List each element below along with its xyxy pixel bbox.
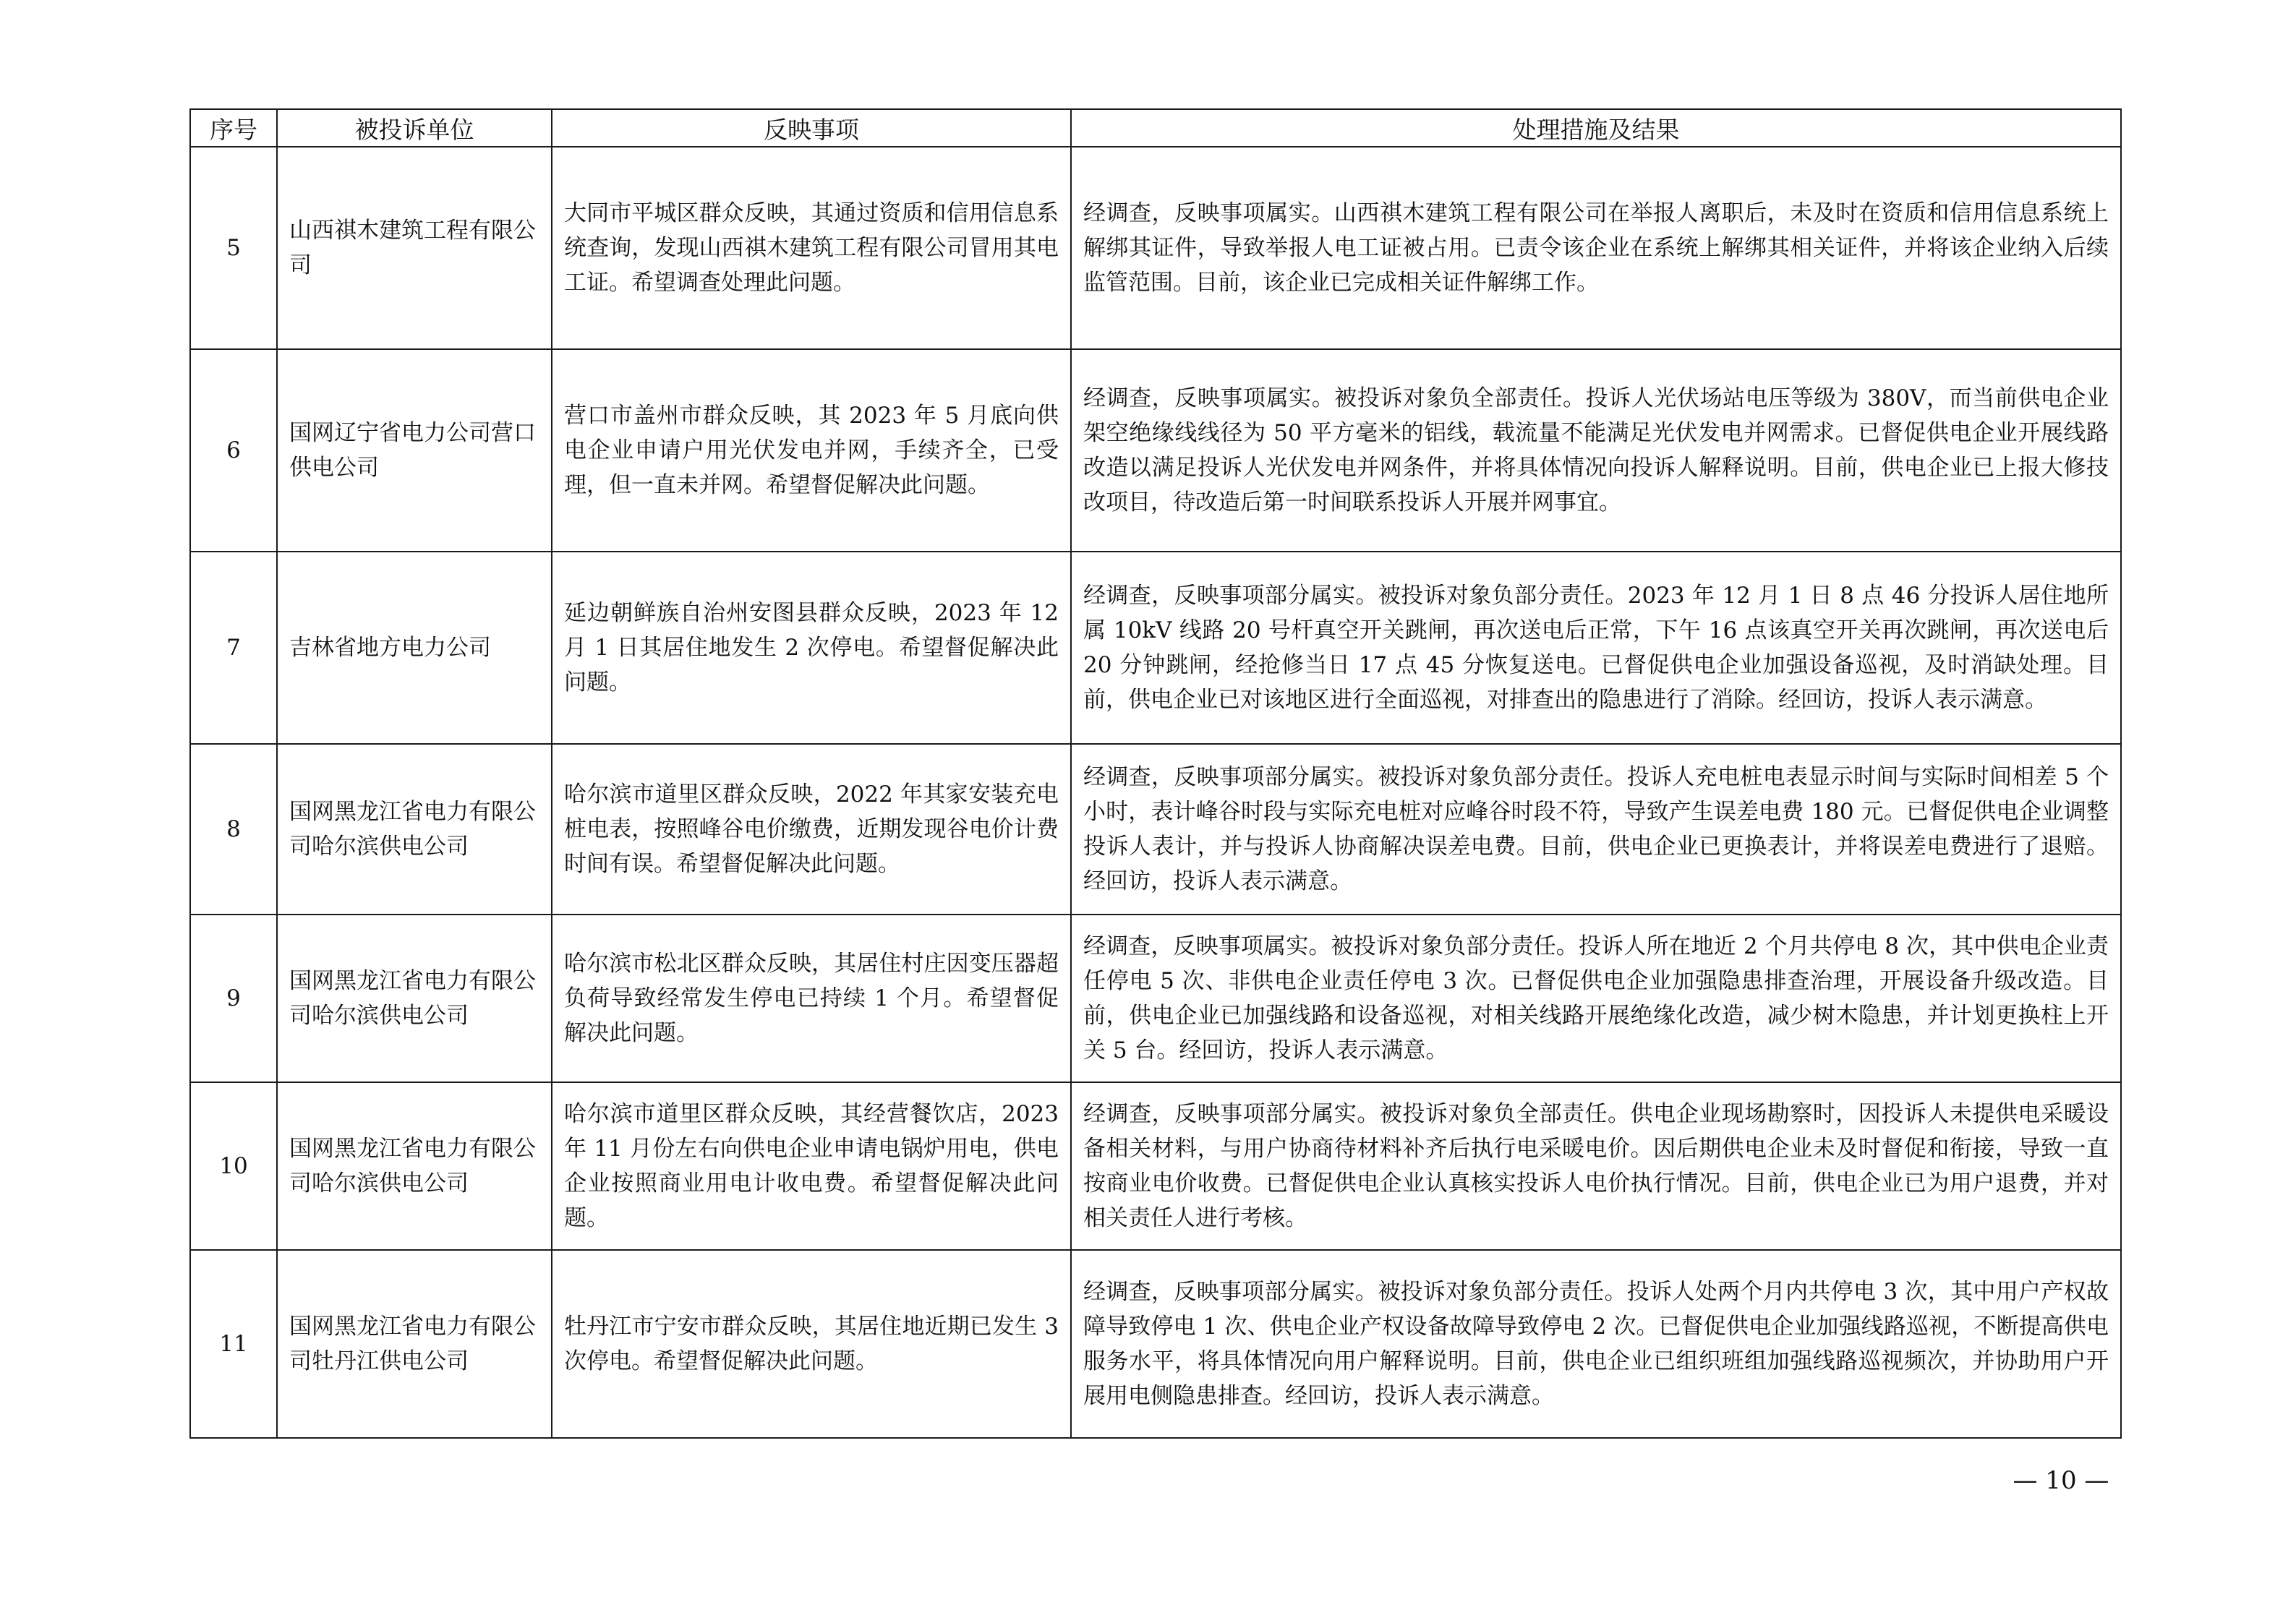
page-number: — 10 — [2013, 1466, 2109, 1495]
row-number: 9 [190, 915, 277, 1082]
reported-issue: 哈尔滨市松北区群众反映，其居住村庄因变压器超负荷导致经常发生停电已持续 1 个月。希望督促解决此问题。 [552, 915, 1071, 1082]
table-row [190, 349, 2121, 552]
complained-unit: 国网辽宁省电力公司营口供电公司 [277, 349, 552, 552]
complained-unit: 吉林省地方电力公司 [277, 552, 552, 744]
reported-issue: 哈尔滨市道里区群众反映，2022 年其家安装充电桩电表，按照峰谷电价缴费，近期发现谷电价计费时间有误。希望督促解决此问题。 [552, 744, 1071, 915]
complained-unit: 国网黑龙江省电力有限公司哈尔滨供电公司 [277, 915, 552, 1082]
handling-result: 经调查，反映事项属实。山西祺木建筑工程有限公司在举报人离职后，未及时在资质和信用信息系统上解绑其证件，导致举报人电工证被占用。已责令该企业在系统上解绑其相关证件，并将该企业纳入后续监管范围。目前，该企业已完成相关证件解绑工作。 [1071, 147, 2121, 349]
table-row [190, 1082, 2121, 1250]
complained-unit: 国网黑龙江省电力有限公司哈尔滨供电公司 [277, 1082, 552, 1250]
complained-unit: 山西祺木建筑工程有限公司 [277, 147, 552, 349]
handling-result: 经调查，反映事项部分属实。被投诉对象负部分责任。投诉人充电桩电表显示时间与实际时间相差 5 个小时，表计峰谷时段与实际充电桩对应峰谷时段不符，导致产生误差电费 180 元。已督促供电企业调整投诉人表计，并与投诉人协商解决误差电费。目前，供电企业已更换表计，并将误差电费进行了退赔。经回访，投诉人表示满意。 [1071, 744, 2121, 915]
row-number: 10 [190, 1082, 277, 1250]
handling-result: 经调查，反映事项属实。被投诉对象负部分责任。投诉人所在地近 2 个月共停电 8 次，其中供电企业责任停电 5 次、非供电企业责任停电 3 次。已督促供电企业加强隐患排查治理，开展设备升级改造。目前，供电企业已加强线路和设备巡视，对相关线路开展绝缘化改造，减少树木隐患，并计划更换柱上开关 5 台。经回访，投诉人表示满意。 [1071, 915, 2121, 1082]
header-result: 处理措施及结果 [1071, 109, 2121, 147]
table-row [190, 744, 2121, 915]
reported-issue: 营口市盖州市群众反映，其 2023 年 5 月底向供电企业申请户用光伏发电并网，手续齐全，已受理，但一直未并网。希望督促解决此问题。 [552, 349, 1071, 552]
row-number: 11 [190, 1250, 277, 1438]
header-unit: 被投诉单位 [277, 109, 552, 147]
complained-unit: 国网黑龙江省电力有限公司哈尔滨供电公司 [277, 744, 552, 915]
table-row [190, 915, 2121, 1082]
table-row [190, 1250, 2121, 1438]
table-header-row [190, 109, 2121, 147]
handling-result: 经调查，反映事项部分属实。被投诉对象负全部责任。供电企业现场勘察时，因投诉人未提供电采暖设备相关材料，与用户协商待材料补齐后执行电采暖电价。因后期供电企业未及时督促和衔接，导致一直按商业电价收费。已督促供电企业认真核实投诉人电价执行情况。目前，供电企业已为用户退费，并对相关责任人进行考核。 [1071, 1082, 2121, 1250]
reported-issue: 哈尔滨市道里区群众反映，其经营餐饮店，2023 年 11 月份左右向供电企业申请电锅炉用电，供电企业按照商业用电计收电费。希望督促解决此问题。 [552, 1082, 1071, 1250]
table-row [190, 147, 2121, 349]
row-number: 5 [190, 147, 277, 349]
row-number: 7 [190, 552, 277, 744]
handling-result: 经调查，反映事项部分属实。被投诉对象负部分责任。投诉人处两个月内共停电 3 次，其中用户产权故障导致停电 1 次、供电企业产权设备故障导致停电 2 次。已督促供电企业加强线路巡视，不断提高供电服务水平，将具体情况向用户解释说明。目前，供电企业已组织班组加强线路巡视频次，并协助用户开展用电侧隐患排查。经回访，投诉人表示满意。 [1071, 1250, 2121, 1438]
header-num: 序号 [190, 109, 277, 147]
reported-issue: 延边朝鲜族自治州安图县群众反映，2023 年 12 月 1 日其居住地发生 2 次停电。希望督促解决此问题。 [552, 552, 1071, 744]
handling-result: 经调查，反映事项属实。被投诉对象负全部责任。投诉人光伏场站电压等级为 380V，而当前供电企业架空绝缘线线径为 50 平方毫米的铝线，载流量不能满足光伏发电并网需求。已督促供电企业开展线路改造以满足投诉人光伏发电并网条件，并将具体情况向投诉人解释说明。目前，供电企业已上报大修技改项目，待改造后第一时间联系投诉人开展并网事宜。 [1071, 349, 2121, 552]
reported-issue: 牡丹江市宁安市群众反映，其居住地近期已发生 3 次停电。希望督促解决此问题。 [552, 1250, 1071, 1438]
complained-unit: 国网黑龙江省电力有限公司牡丹江供电公司 [277, 1250, 552, 1438]
handling-result: 经调查，反映事项部分属实。被投诉对象负部分责任。2023 年 12 月 1 日 8 点 46 分投诉人居住地所属 10kV 线路 20 号杆真空开关跳闸，再次送电后正常，下午 16 点该真空开关再次跳闸，再次送电后 20 分钟跳闸，经抢修当日 17 点 45 分恢复送电。已督促供电企业加强设备巡视，及时消缺处理。目前，供电企业已对该地区进行全面巡视，对排查出的隐患进行了消除。经回访，投诉人表示满意。 [1071, 552, 2121, 744]
row-number: 6 [190, 349, 277, 552]
reported-issue: 大同市平城区群众反映，其通过资质和信用信息系统查询，发现山西祺木建筑工程有限公司冒用其电工证。希望调查处理此问题。 [552, 147, 1071, 349]
header-issue: 反映事项 [552, 109, 1071, 147]
row-number: 8 [190, 744, 277, 915]
table-row [190, 552, 2121, 744]
complaint-table [189, 108, 2122, 1439]
